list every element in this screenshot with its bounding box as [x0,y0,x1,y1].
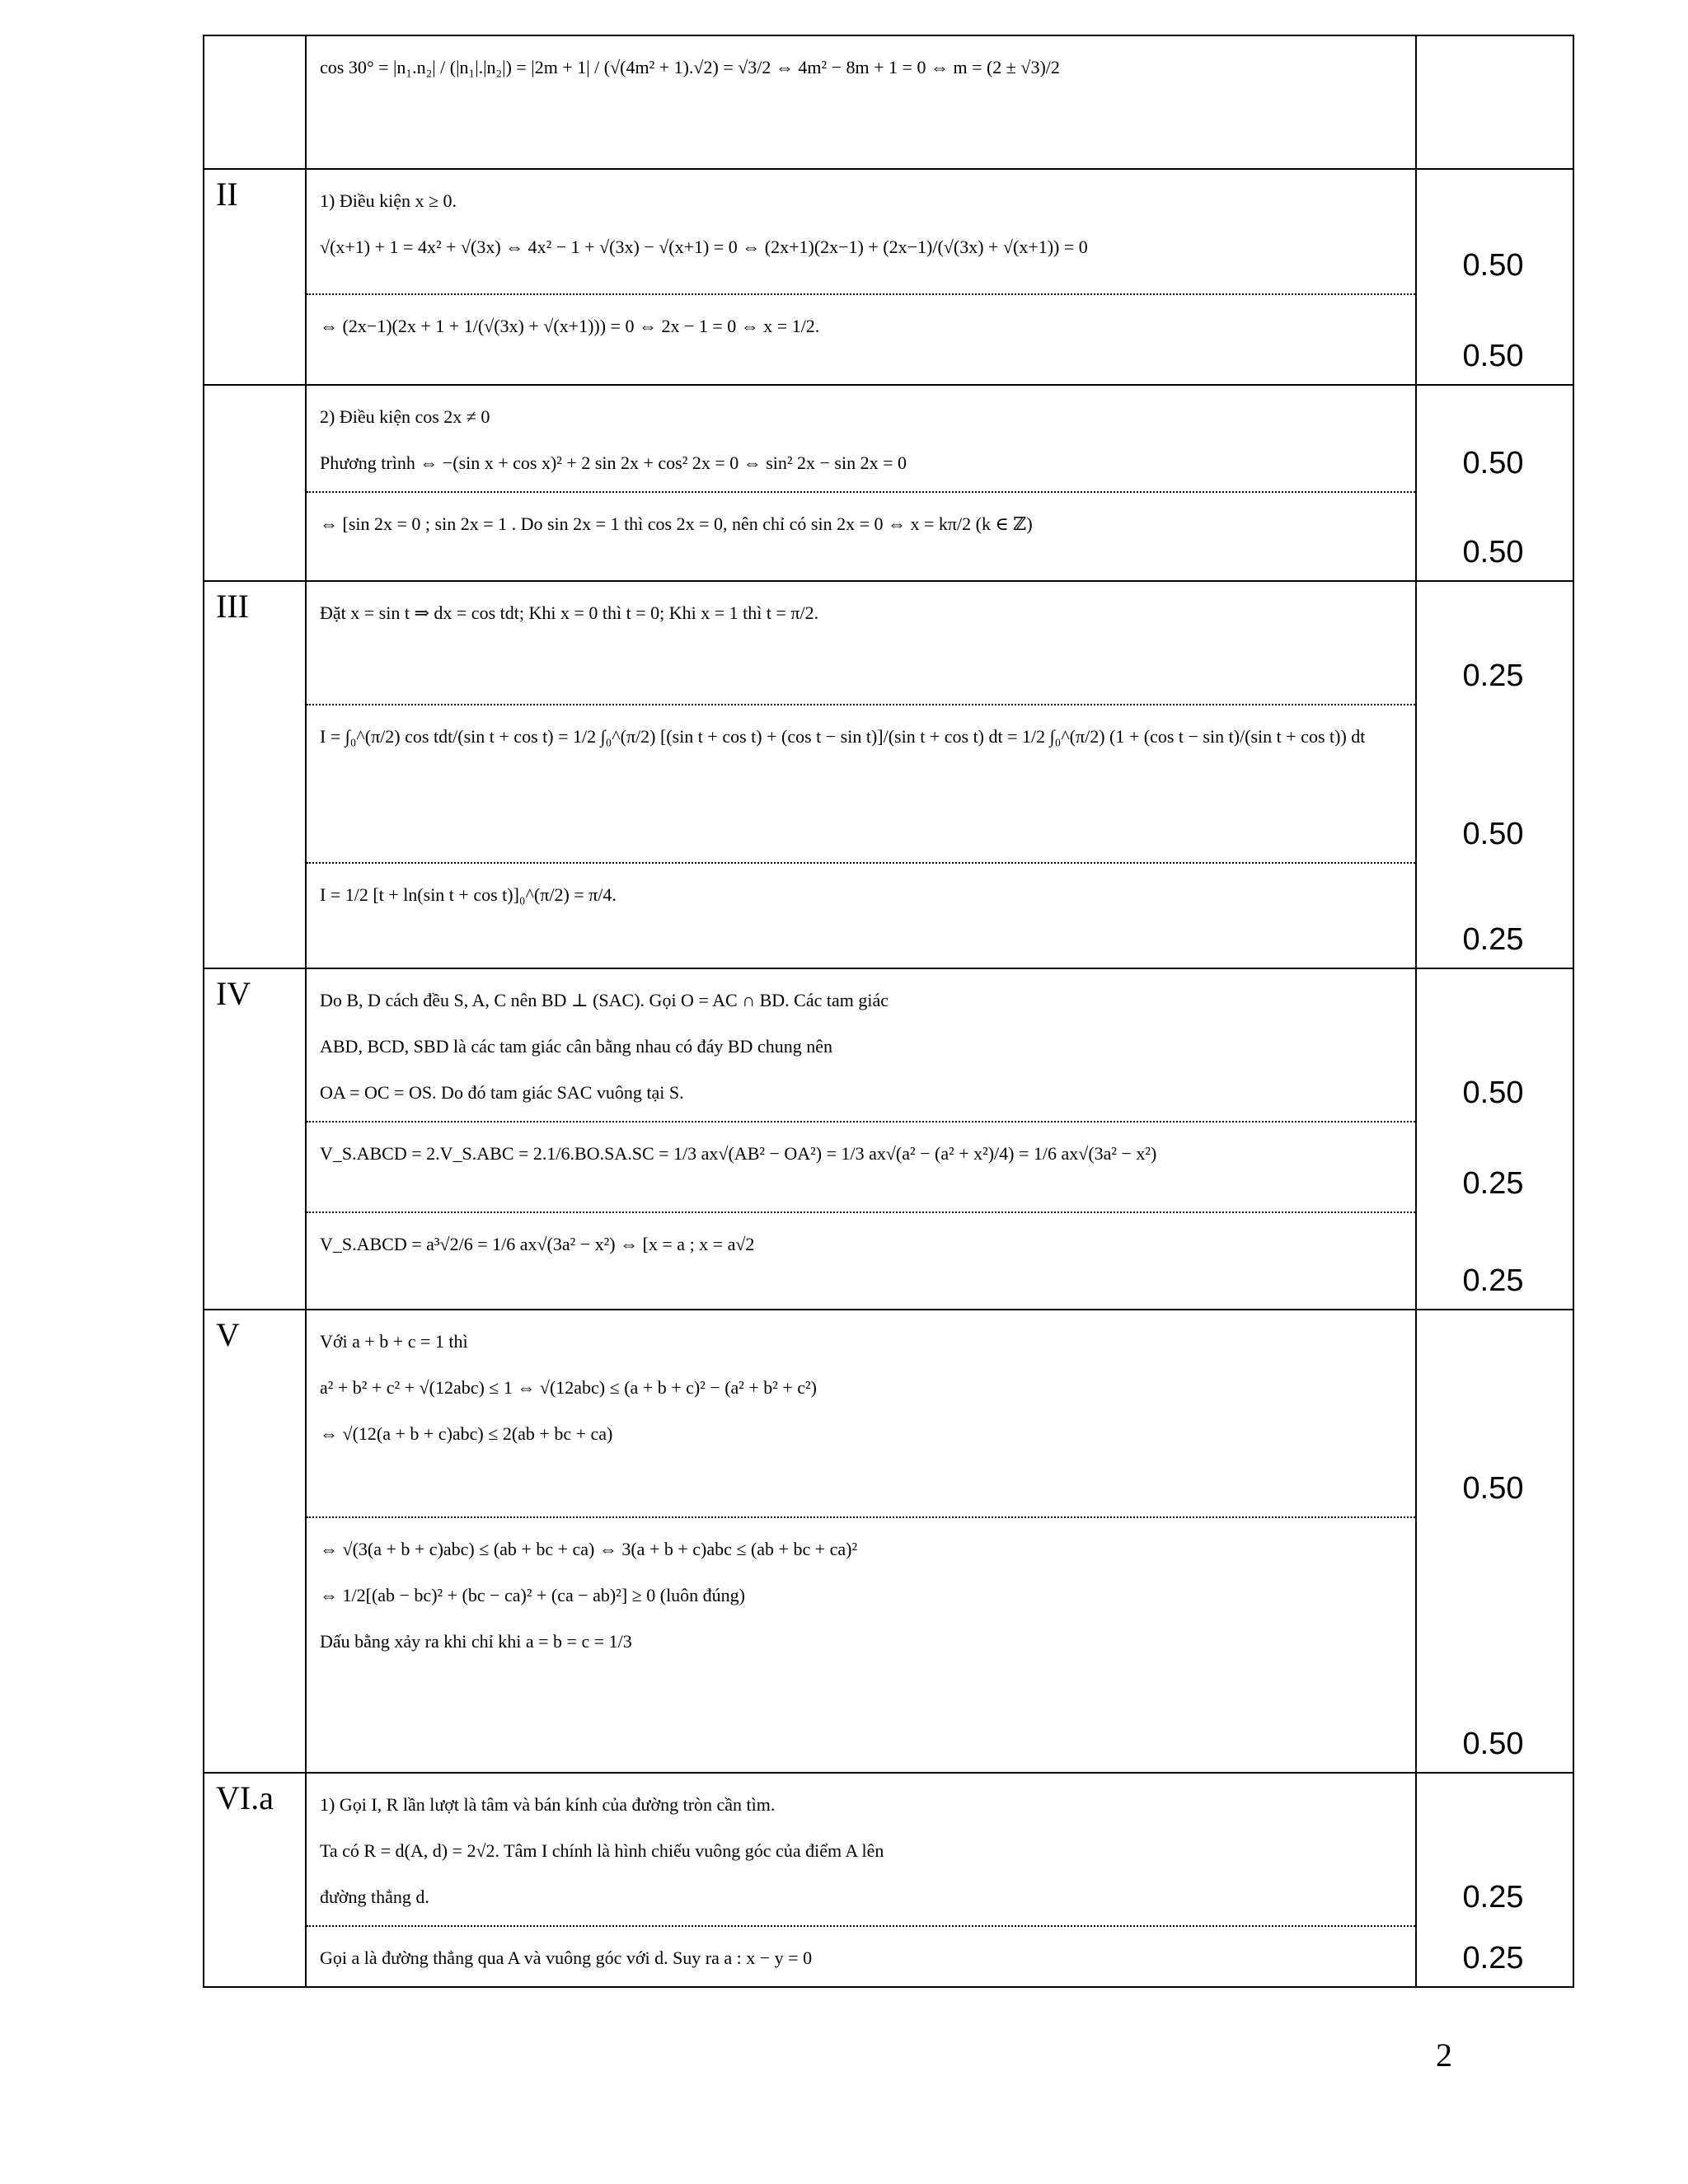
question-label: II [204,169,306,385]
solution-row [204,1310,1573,1773]
score-column [1416,1310,1573,1773]
solution-content [306,35,1416,169]
math-line: 1) Gọi I, R lần lượt là tâm và bán kính của đường tròn cần tìm. [320,1794,776,1815]
math-line: ⇔ (2x−1)(2x + 1 + 1/(√(3x) + √(x+1))) = 0 ⇔ 2x − 1 = 0 ⇔ x = 1/2. [320,316,820,336]
math-line: ABD, BCD, SBD là các tam giác cân bằng nhau có đáy BD chung nên [320,1036,832,1057]
solution-step [307,1212,1524,1309]
solution-step [307,1121,1524,1212]
question-label: VI.a [204,1773,306,1987]
score-value: 0.50 [1462,248,1524,283]
solution-step [307,386,1524,491]
math-line: Ta có R = d(A, d) = 2√2. Tâm I chính là hình chiếu vuông góc của điểm A lên [320,1840,884,1861]
solution-row [204,968,1573,1310]
solution-row [204,1773,1573,1987]
solution-step [307,1516,1524,1772]
question-label: V [204,1310,306,1773]
page-number: 2 [1436,2036,1452,2074]
math-line: ⇔ 1/2[(ab − bc)² + (bc − ca)² + (ca − ab)²] ≥ 0 (luôn đúng) [320,1585,746,1605]
solution-step [307,862,1524,968]
score-value: 0.25 [1462,658,1524,693]
solution-content [306,385,1524,581]
score-value: 0.50 [1462,446,1524,480]
score-value: 0.50 [1462,535,1524,569]
score-value: 0.50 [1462,1727,1524,1761]
solution-table-body [204,35,1573,1987]
score-column [1416,581,1573,968]
solution-step [307,1925,1524,1986]
question-label [204,35,306,169]
math-line: Dấu bằng xảy ra khi chỉ khi a = b = c = 1/3 [320,1631,632,1652]
solution-row [204,385,1573,581]
math-line: ⇔ √(3(a + b + c)abc) ≤ (ab + bc + ca) ⇔ 3(a + b + c)abc ≤ (ab + bc + ca)² [320,1539,858,1559]
score-value: 0.50 [1462,1471,1524,1506]
question-label: IV [204,968,306,1310]
math-line: a² + b² + c² + √(12abc) ≤ 1 ⇔ √(12abc) ≤ (a + b + c)² − (a² + b² + c²) [320,1377,817,1398]
score-value: 0.50 [1462,817,1524,851]
math-line: 2) Điều kiện cos 2x ≠ 0 [320,406,490,427]
math-line: ⇔ √(12(a + b + c)abc) ≤ 2(ab + bc + ca) [320,1423,613,1444]
solution-content [306,169,1524,385]
math-line: Phương trình ⇔ −(sin x + cos x)² + 2 sin 2x + cos² 2x = 0 ⇔ sin² 2x − sin 2x = 0 [320,452,907,473]
solution-row [204,35,1573,169]
math-line: √(x+1) + 1 = 4x² + √(3x) ⇔ 4x² − 1 + √(3x) − √(x+1) = 0 ⇔ (2x+1)(2x−1) + (2x−1)/(√(3x) + √(x+1)) = 0 [320,237,1088,257]
math-line: I = 1/2 [t + ln(sin t + cos t)]₀^(π/2) = π/4. [320,884,617,905]
math-line: V_S.ABCD = 2.V_S.ABC = 2.1/6.BO.SA.SC = 1/3 ax√(AB² − OA²) = 1/3 ax√(a² − (a² + x²)/4) = 1/6 ax√(3a² − x²) [320,1143,1157,1164]
score-value: 0.50 [1462,1076,1524,1110]
score-value: 0.25 [1462,1166,1524,1201]
math-line: OA = OC = OS. Do đó tam giác SAC vuông tại S. [320,1082,684,1103]
solution-table [203,35,1574,1988]
solution-step [307,1310,1524,1516]
solution-step [307,969,1524,1121]
math-line: ⇔ [sin 2x = 0 ; sin 2x = 1 . Do sin 2x = 1 thì cos 2x = 0, nên chỉ có sin 2x = 0 ⇔ x = kπ/2 (k ∈ ℤ) [320,513,1033,534]
solution-step [307,293,1524,384]
math-line: Gọi a là đường thẳng qua A và vuông góc với d. Suy ra a : x − y = 0 [320,1947,813,1968]
solution-step [307,36,1415,168]
score-value: 0.25 [1462,922,1524,957]
solution-content [306,968,1524,1310]
math-line: Đặt x = sin t ⇒ dx = cos tdt; Khi x = 0 thì t = 0; Khi x = 1 thì t = π/2. [320,602,819,623]
question-label: III [204,581,306,968]
score-value: 0.50 [1462,339,1524,373]
score-value: 0.25 [1462,1263,1524,1298]
solution-content [306,1773,1524,1987]
math-line: Do B, D cách đều S, A, C nên BD ⊥ (SAC). Gọi O = AC ∩ BD. Các tam giác [320,990,889,1010]
score-value: 0.25 [1462,1941,1524,1975]
solution-content [306,1310,1524,1773]
solution-step [307,582,1524,704]
solution-step [307,491,1524,580]
math-line: cos 30° = |n₁.n₂| / (|n₁|.|n₂|) = |2m + 1| / (√(4m² + 1).√2) = √3/2 ⇔ 4m² − 8m + 1 = 0 ⇔ m = (2 ± √3)/2 [320,57,1060,77]
solution-content [306,581,1524,968]
solution-step [307,1774,1524,1925]
math-line: đường thẳng d. [320,1886,429,1907]
math-line: V_S.ABCD = a³√2/6 = 1/6 ax√(3a² − x²) ⇔ [x = a ; x = a√2 [320,1234,755,1254]
math-line: 1) Điều kiện x ≥ 0. [320,190,457,211]
score-column [1416,35,1573,169]
score-value: 0.25 [1462,1880,1524,1915]
solution-step [307,704,1524,862]
math-line: Với a + b + c = 1 thì [320,1331,468,1352]
question-label [204,385,306,581]
solution-step [307,170,1524,293]
math-line: I = ∫₀^(π/2) cos tdt/(sin t + cos t) = 1/2 ∫₀^(π/2) [(sin t + cos t) + (cos t − sin t)]/(sin t + cos t) dt = 1/2 ∫₀^(π/2) (1 + (cos t − sin t)/(sin t + cos t)) dt [320,726,1366,747]
solution-row [204,169,1573,385]
solution-row [204,581,1573,968]
